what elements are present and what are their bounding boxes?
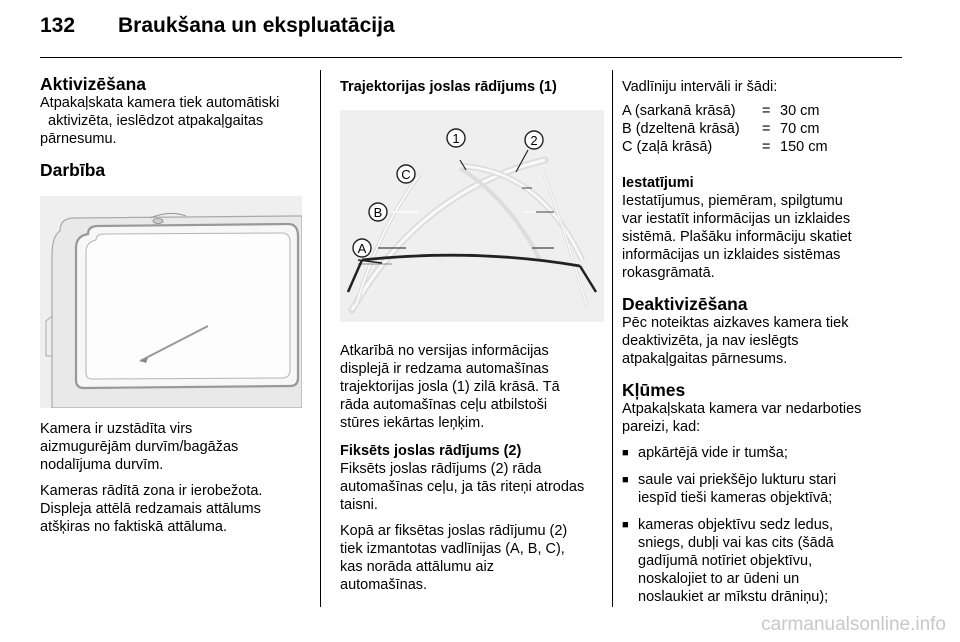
svg-text:C: C (401, 167, 411, 182)
svg-text:A: A (357, 241, 367, 256)
settings-text-1: Iestatījumus, piemēram, spilgtumu (622, 193, 843, 209)
list-item-line: noslaukiet ar mīkstu drāniņu); (638, 589, 829, 605)
faults-text-1: Atpakaļskata kamera var nedarboties (622, 401, 862, 417)
column-divider-2 (612, 70, 613, 607)
list-item-line: iespīd tieši kameras objektīvā; (638, 490, 833, 506)
settings-text-3: sistēmā. Plašāku informāciju skatiet (622, 229, 852, 245)
guides-text-4: automašīnas. (340, 577, 428, 593)
label-one (447, 129, 465, 147)
fixed-heading: Fiksēts joslas rādījums (2) (340, 443, 522, 459)
interval-value: 70 cm (780, 121, 820, 137)
fixed-text-3: taisni. (340, 497, 378, 513)
camera-text-2: aizmugurējām durvīm/bagāžas (40, 439, 239, 455)
intervals-table (622, 102, 828, 156)
label-a (353, 239, 371, 257)
trajectory-text-5: stūres iekārtas leņķim. (340, 415, 485, 431)
svg-text:1: 1 (452, 131, 460, 146)
interval-label: B (dzeltenā krāsā) (622, 121, 740, 137)
label-c (397, 165, 415, 183)
zone-text-1: Kameras rādītā zona ir ierobežota. (40, 483, 263, 499)
deactivation-text-2: deaktivizēta, ja nav ieslēgts (622, 333, 799, 349)
settings-heading: Iestatījumi (622, 175, 694, 191)
fixed-text-1: Fiksēts joslas rādījums (2) rāda (340, 461, 542, 477)
activation-text-2: aktivizēta, ieslēdzot atpakaļgaitas (48, 113, 264, 129)
camera-text-1: Kamera ir uzstādīta virs (40, 421, 193, 437)
zone-text-3: atšķiras no faktiskā attāluma. (40, 519, 227, 535)
trajectory-text-1: Atkarībā no versijas informācijas (340, 343, 549, 359)
interval-row-b (622, 120, 828, 138)
deactivation-text-3: atpakaļgaitas pārnesums. (622, 351, 788, 367)
intervals-intro: Vadlīniju intervāli ir šādi: (622, 79, 778, 95)
deactivation-text-1: Pēc noteiktas aizkaves kamera tiek (622, 315, 849, 331)
label-b (369, 203, 387, 221)
trajectory-text-3: trajektorijas josla (1) zilā krāsā. Tā (340, 379, 560, 395)
interval-value: 30 cm (780, 103, 820, 119)
column-1 (40, 74, 308, 536)
column-divider-1 (320, 70, 321, 607)
fixed-text-2: automašīnas ceļu, ja tās riteņi atrodas (340, 479, 585, 495)
interval-value: 150 cm (780, 139, 828, 155)
list-item (622, 444, 902, 462)
guides-text-1: Kopā ar fiksētas joslas rādījumu (2) (340, 523, 568, 539)
chapter-title: Braukšana un ekspluatācija (118, 14, 395, 37)
list-item-line: noskalojiet to ar ūdeni un (638, 571, 800, 587)
rear-door-illustration (40, 196, 302, 408)
activation-heading: Aktivizēšana (40, 74, 147, 94)
label-two (525, 131, 543, 149)
interval-eq: = (762, 103, 771, 119)
faults-text-2: pareizi, kad: (622, 419, 701, 435)
deactivation-heading: Deaktivizēšana (622, 294, 748, 314)
watermark: carmanualsonline.info (761, 614, 946, 635)
settings-text-4: informācijas un izklaides sistēmas (622, 247, 841, 263)
list-item-line: ■ apkārtējā vide ir tumša; (638, 445, 788, 461)
list-item-line: gadījumā notīriet objektīvu, (638, 553, 813, 569)
trajectory-heading: Trajektorijas joslas rādījums (1) (340, 79, 557, 95)
interval-row-c (622, 138, 828, 156)
list-item-line: ■ saule vai priekšējo lukturu stari (638, 472, 837, 488)
zone-text-2: Displeja attēlā redzamais attālums (40, 501, 261, 517)
camera-text-3: nodalījuma durvīm. (40, 457, 164, 473)
svg-text:2: 2 (530, 133, 538, 148)
page-number: 132 (40, 14, 76, 37)
settings-text-2: var iestatīt informācijas un izklaides (622, 211, 851, 227)
list-item (622, 471, 902, 507)
column-2 (340, 74, 604, 594)
list-item (622, 516, 902, 606)
guides-text-3: kas norāda attālumu aiz (340, 559, 494, 575)
faults-heading: Kļūmes (622, 380, 686, 400)
header-rule (40, 57, 902, 58)
svg-text:B: B (373, 205, 383, 220)
interval-eq: = (762, 121, 771, 137)
settings-text-5: rokasgrāmatā. (622, 265, 715, 281)
guides-text-2: tiek izmantotas vadlīnijas (A, B, C), (340, 541, 565, 557)
trajectory-diagram (340, 110, 604, 322)
operation-heading: Darbība (40, 160, 106, 180)
trajectory-text-2: displejā ir redzama automašīnas (340, 361, 549, 377)
list-item-line: sniegs, dubļi vai kas cits (šādā (638, 535, 834, 551)
column-3 (622, 74, 902, 615)
faults-list (622, 444, 902, 606)
interval-eq: = (762, 139, 771, 155)
trajectory-text-4: rāda automašīnas ceļu atbilstoši (340, 397, 548, 413)
activation-text-1: Atpakaļskata kamera tiek automātiski (40, 95, 280, 111)
interval-row-a (622, 102, 828, 120)
list-item-line: ■ kameras objektīvu sedz ledus, (638, 517, 834, 533)
interval-label: C (zaļā krāsā) (622, 139, 713, 155)
activation-text-3: pārnesumu. (40, 131, 117, 147)
interval-label: A (sarkanā krāsā) (622, 103, 736, 119)
